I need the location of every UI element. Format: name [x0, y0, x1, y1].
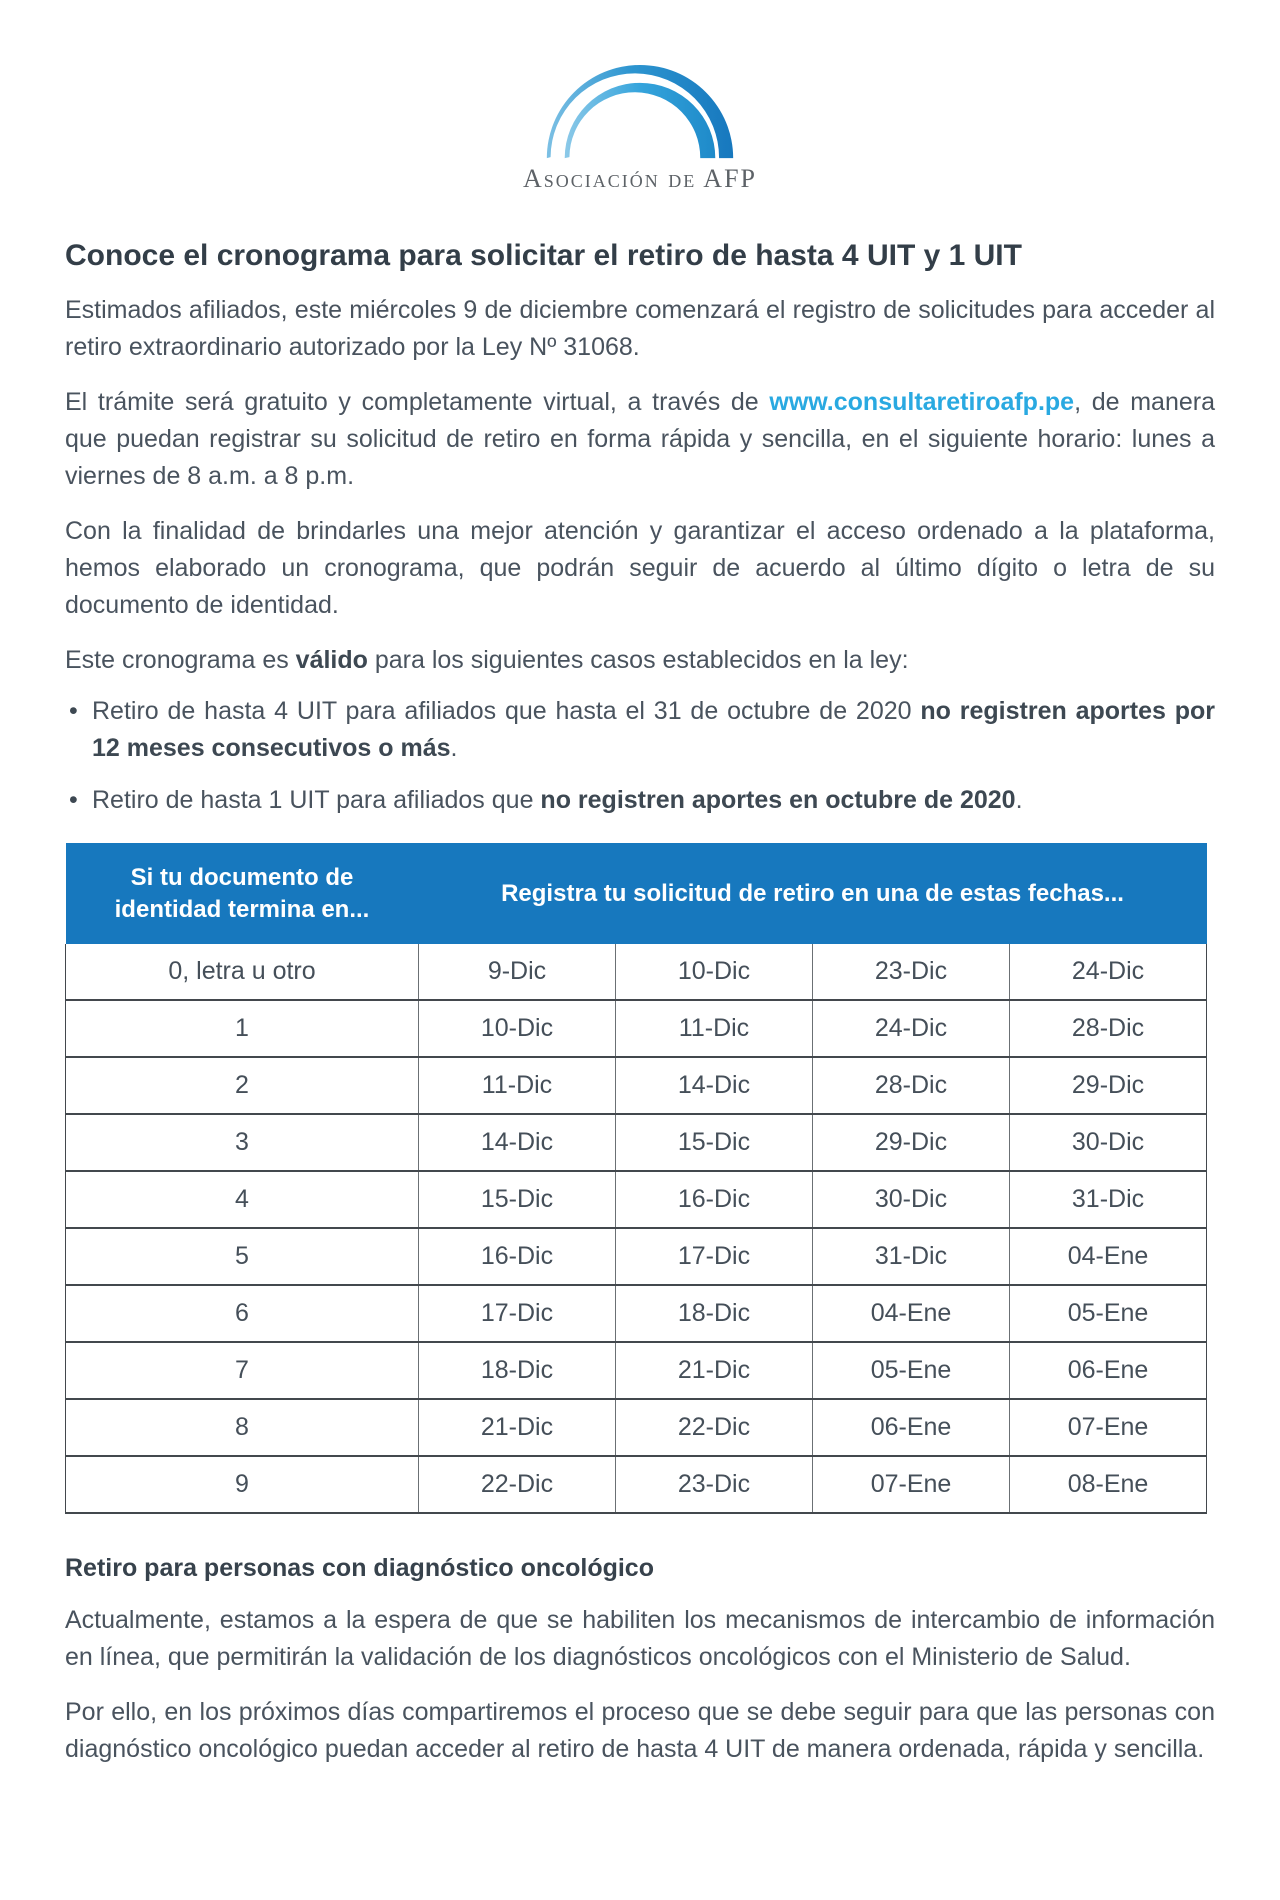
schedule-cell: 06-Ene: [1010, 1342, 1207, 1399]
schedule-cell: 10-Dic: [616, 944, 813, 1000]
schedule-cell: 3: [66, 1114, 419, 1171]
schedule-row: [66, 1342, 1207, 1399]
schedule-cell: 07-Ene: [813, 1456, 1010, 1513]
logo: [65, 0, 1215, 194]
schedule-cell: 30-Dic: [1010, 1114, 1207, 1171]
schedule-cell: 15-Dic: [419, 1171, 616, 1228]
schedule-cell: 17-Dic: [419, 1285, 616, 1342]
schedule-cell: 1: [66, 1000, 419, 1057]
bullet2-bold-text: no registren aportes en octubre de 2020: [540, 786, 1016, 814]
schedule-cell: 06-Ene: [813, 1399, 1010, 1456]
cases-list: [65, 693, 1215, 819]
schedule-table-body: [66, 944, 1207, 1513]
schedule-cell: 4: [66, 1171, 419, 1228]
paragraph-finalidad: Con la finalidad de brindarles una mejor atención y garantizar el acceso ordenado a la plataforma, hemos elaborado un cronograma, que podrán seguir de acuerdo al último dígito o letra de su documento de identidad.: [65, 517, 1215, 619]
schedule-cell: 05-Ene: [813, 1342, 1010, 1399]
schedule-cell: 31-Dic: [1010, 1171, 1207, 1228]
paragraph-valido-post: para los siguientes casos establecidos en la ley:: [367, 646, 909, 674]
list-item-4uit: [65, 693, 1215, 767]
schedule-cell: 18-Dic: [419, 1342, 616, 1399]
schedule-cell: 17-Dic: [616, 1228, 813, 1285]
schedule-cell: 07-Ene: [1010, 1399, 1207, 1456]
schedule-cell: 18-Dic: [616, 1285, 813, 1342]
schedule-cell: 6: [66, 1285, 419, 1342]
logo-arch-icon: [533, 64, 747, 160]
schedule-cell: 29-Dic: [1010, 1057, 1207, 1114]
schedule-row: [66, 1456, 1207, 1513]
schedule-cell: 22-Dic: [616, 1399, 813, 1456]
schedule-cell: 04-Ene: [1010, 1228, 1207, 1285]
paragraph-tramite-pre: El trámite será gratuito y completamente virtual, a través de: [65, 388, 770, 416]
schedule-cell: 29-Dic: [813, 1114, 1010, 1171]
paragraph-tramite-post: , de manera que puedan registrar su solicitud de retiro en forma rápida y sencilla, en el siguiente horario: lunes a viernes de 8 a.m. a 8 p.m.: [65, 388, 1215, 490]
paragraph-intro: Estimados afiliados, este miércoles 9 de diciembre comenzará el registro de solicitudes para acceder al retiro extraordinario autorizado por la Ley Nº 31068.: [65, 296, 1215, 361]
schedule-row: [66, 1285, 1207, 1342]
paragraph-valido-bold: válido: [295, 646, 368, 674]
schedule-table-header: [66, 843, 1207, 944]
schedule-cell: 08-Ene: [1010, 1456, 1207, 1513]
header-cell-dates: Registra tu solicitud de retiro en una de estas fechas...: [419, 843, 1207, 944]
schedule-row: [66, 1228, 1207, 1285]
schedule-cell: 21-Dic: [616, 1342, 813, 1399]
schedule-cell: 9-Dic: [419, 944, 616, 1000]
consultaretiro-link[interactable]: www.consultaretiroafp.pe: [769, 388, 1075, 416]
bullet1-bold-text: no registren aportes por 12 meses consecutivos o más: [92, 697, 1215, 762]
schedule-cell: 0, letra u otro: [66, 944, 419, 1000]
schedule-row: [66, 1399, 1207, 1456]
schedule-cell: 8: [66, 1399, 419, 1456]
schedule-row: [66, 1114, 1207, 1171]
schedule-cell: 23-Dic: [616, 1456, 813, 1513]
schedule-cell: 30-Dic: [813, 1171, 1010, 1228]
schedule-row: [66, 1057, 1207, 1114]
page-title: Conoce el cronograma para solicitar el retiro de hasta 4 UIT y 1 UIT: [65, 239, 1022, 272]
schedule-cell: 9: [66, 1456, 419, 1513]
oncology-heading: Retiro para personas con diagnóstico oncológico: [65, 1554, 654, 1582]
bullet2-period: .: [1015, 786, 1023, 814]
paragraph-tramite: [65, 384, 1215, 495]
schedule-cell: 14-Dic: [419, 1114, 616, 1171]
schedule-cell: 22-Dic: [419, 1456, 616, 1513]
schedule-row: [66, 1000, 1207, 1057]
list-item-1uit: [65, 782, 1215, 819]
bullet2-text: Retiro de hasta 1 UIT para afiliados que: [92, 786, 541, 814]
schedule-cell: 2: [66, 1057, 419, 1114]
schedule-cell: 16-Dic: [616, 1171, 813, 1228]
schedule-cell: 28-Dic: [1010, 1000, 1207, 1057]
schedule-cell: 31-Dic: [813, 1228, 1010, 1285]
schedule-cell: 11-Dic: [419, 1057, 616, 1114]
schedule-cell: 24-Dic: [813, 1000, 1010, 1057]
schedule-table: [65, 843, 1207, 1514]
schedule-cell: 23-Dic: [813, 944, 1010, 1000]
paragraph-oncology-2: Por ello, en los próximos días compartiremos el proceso que se debe seguir para que las personas con diagnóstico oncológico puedan acceder al retiro de hasta 4 UIT de manera ordenada, rápida y sencilla.: [65, 1698, 1215, 1763]
bullet1-text: Retiro de hasta 4 UIT para afiliados que hasta el 31 de octubre de 2020: [92, 697, 921, 725]
schedule-cell: 16-Dic: [419, 1228, 616, 1285]
schedule-cell: 5: [66, 1228, 419, 1285]
schedule-cell: 7: [66, 1342, 419, 1399]
schedule-cell: 11-Dic: [616, 1000, 813, 1057]
schedule-cell: 21-Dic: [419, 1399, 616, 1456]
bullet1-period: .: [450, 734, 458, 762]
schedule-cell: 04-Ene: [813, 1285, 1010, 1342]
header-cell-document: Si tu documento de identidad termina en...: [66, 843, 419, 944]
paragraph-valido-pre: Este cronograma es: [65, 646, 296, 674]
schedule-row: [66, 1171, 1207, 1228]
paragraph-oncology-1: Actualmente, estamos a la espera de que se habiliten los mecanismos de intercambio de información en línea, que permitirán la validación de los diagnósticos oncológicos con el Ministerio de Salud.: [65, 1606, 1215, 1671]
schedule-cell: 24-Dic: [1010, 944, 1207, 1000]
schedule-cell: 28-Dic: [813, 1057, 1010, 1114]
paragraph-valido: [65, 642, 1215, 679]
schedule-cell: 15-Dic: [616, 1114, 813, 1171]
schedule-cell: 10-Dic: [419, 1000, 616, 1057]
schedule-row: [66, 944, 1207, 1000]
schedule-cell: 05-Ene: [1010, 1285, 1207, 1342]
logo-brand-text: Asociación de AFP: [522, 164, 758, 193]
schedule-cell: 14-Dic: [616, 1057, 813, 1114]
